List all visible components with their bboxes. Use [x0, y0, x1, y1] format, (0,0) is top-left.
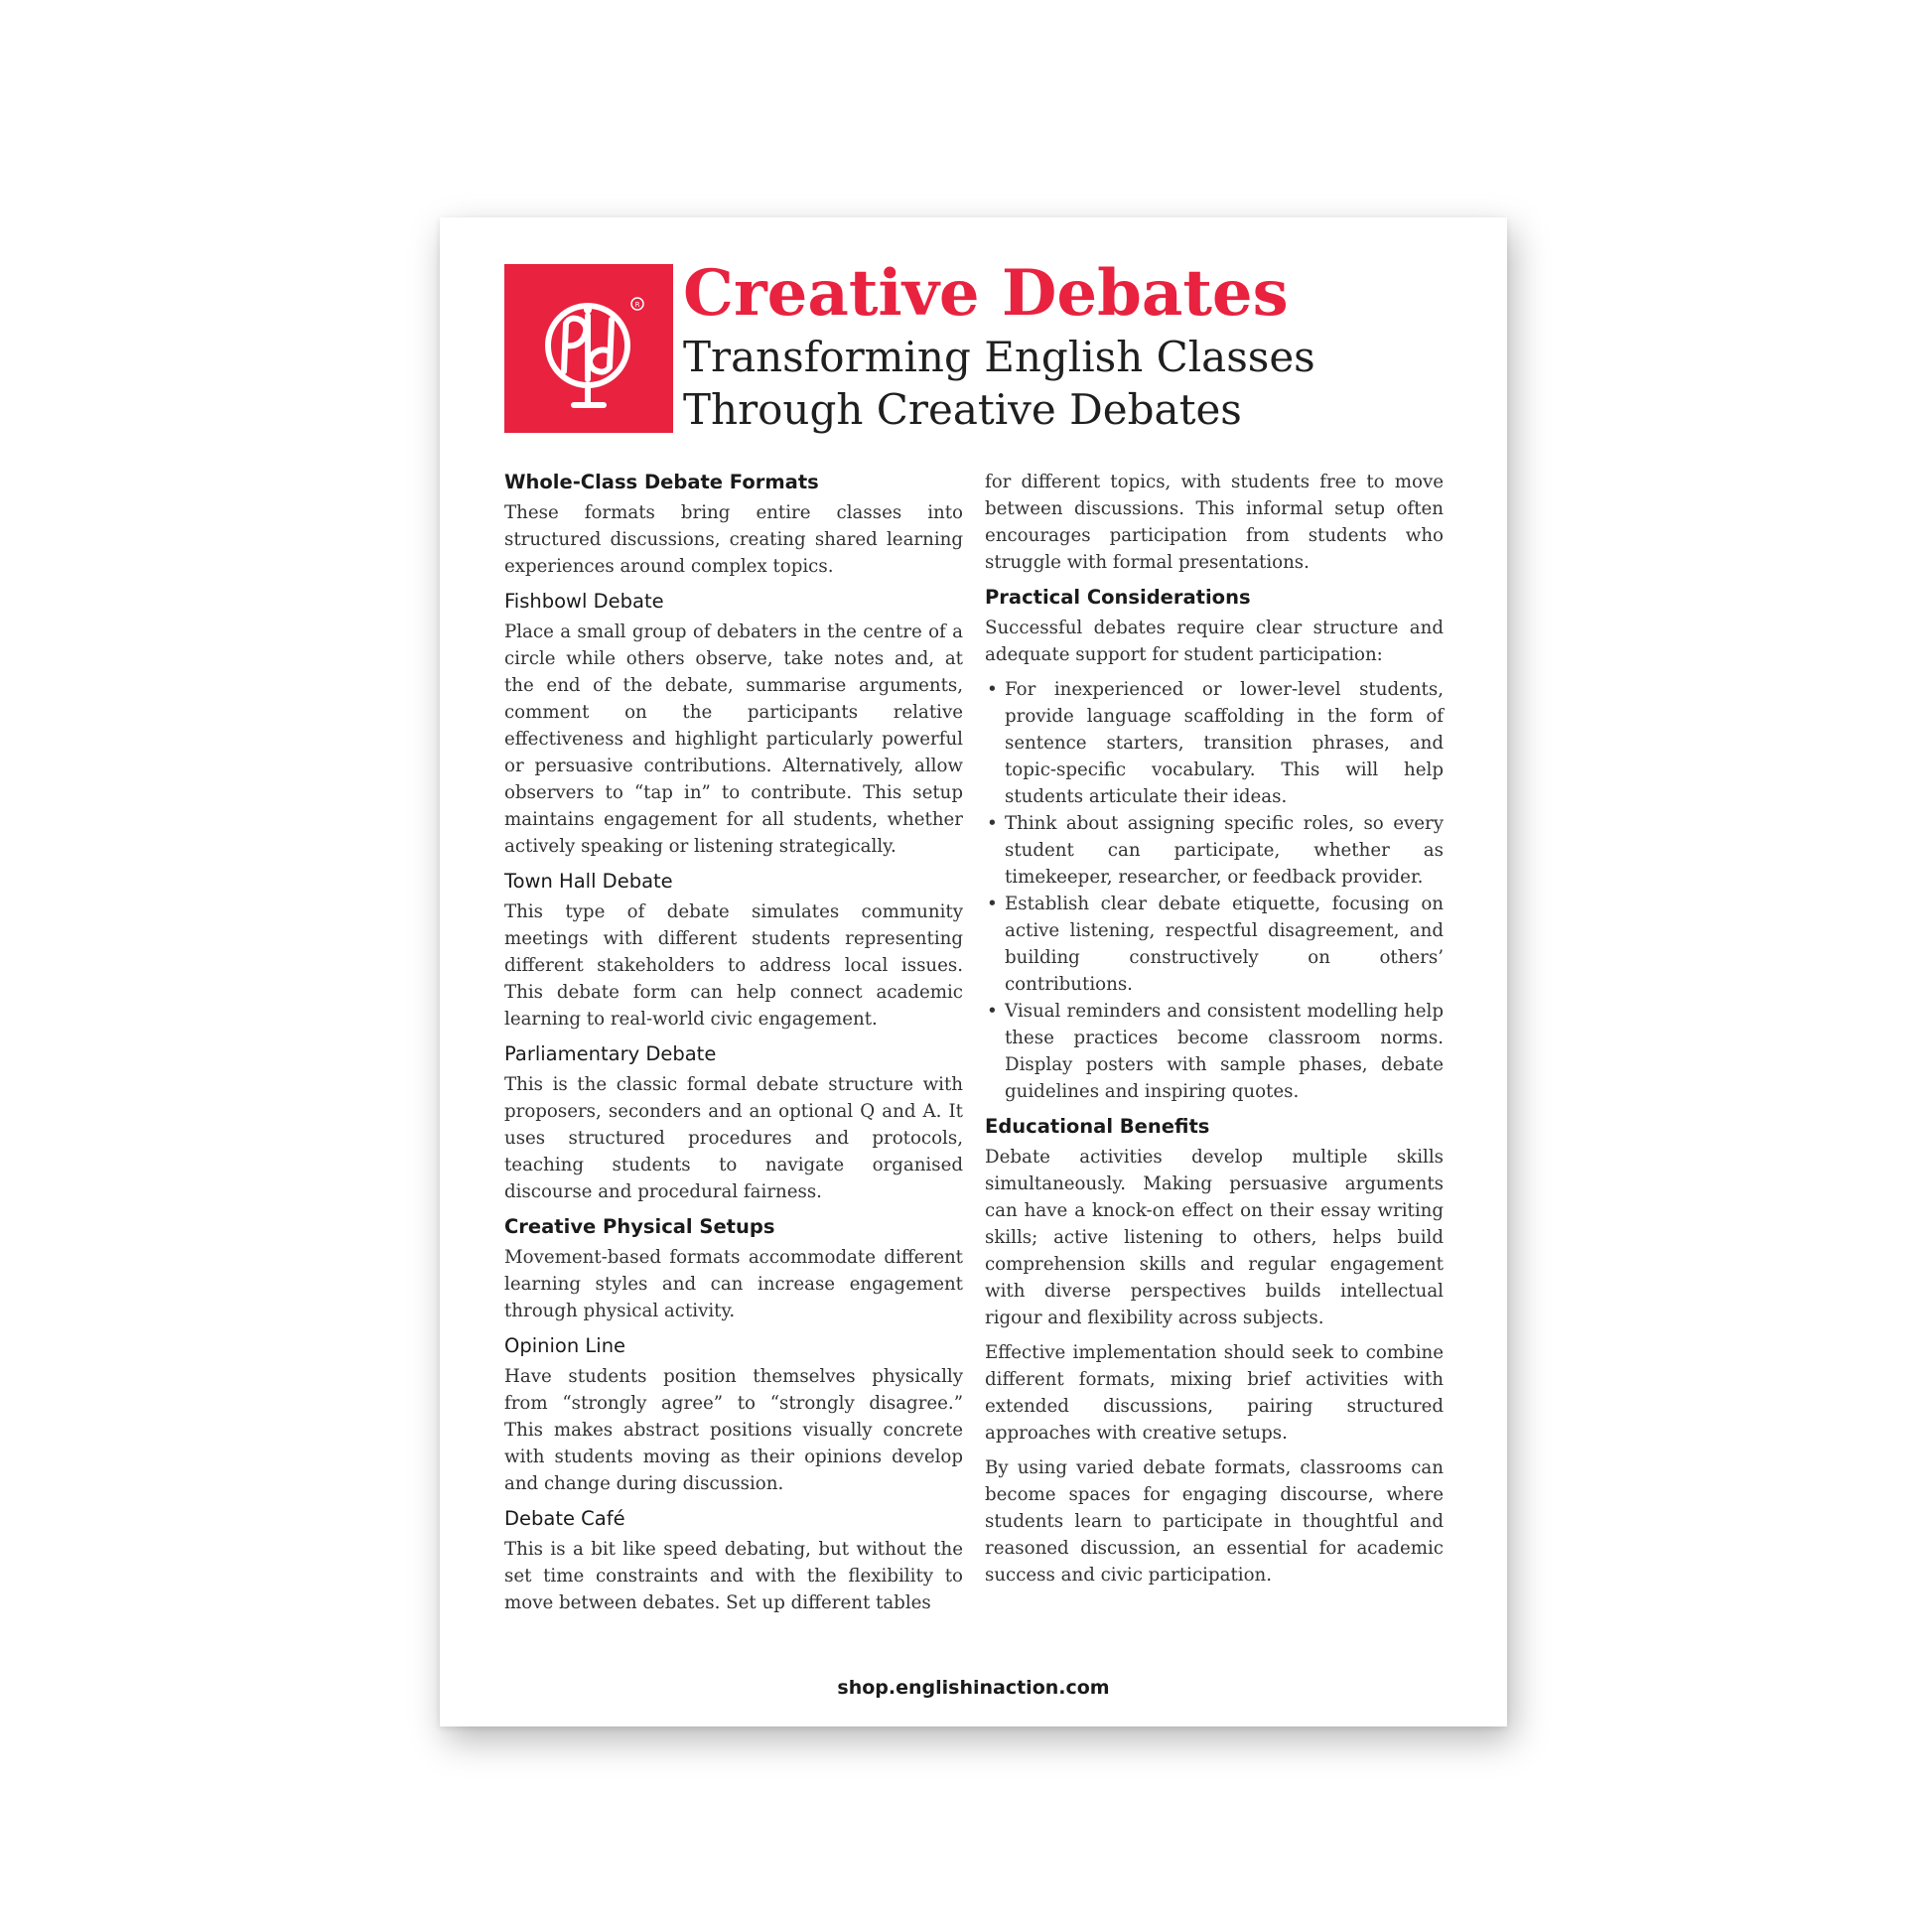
- paragraph-parliamentary: This is the classic formal debate structure with proposers, seconders and an optional Q and A. It uses structured procedures and protocols, teaching students to navigate organised discourse and procedural fairness.: [504, 1074, 963, 1202]
- bullet-icon: •: [987, 894, 998, 914]
- paragraph-town-hall: This type of debate simulates community meetings with different students representing different stakeholders to address local issues. This debate form can help connect academic learning to real-world civic engagement.: [504, 901, 963, 1030]
- paragraph-benefits-2: Effective implementation should seek to combine different formats, mixing brief activities with extended discussions, pairing structured approaches with creative setups.: [985, 1342, 1444, 1444]
- paragraph-whole-class-intro: These formats bring entire classes into structured discussions, creating shared learning experiences around complex topics.: [504, 502, 963, 577]
- page-subtitle: Transforming English Classes Through Creative Debates: [683, 333, 1315, 434]
- right-column: [985, 469, 1444, 1596]
- left-column: [504, 469, 963, 1624]
- svg-text:R: R: [634, 301, 640, 309]
- list-item: [985, 676, 1444, 810]
- footer-url: shop.englishinaction.com: [837, 1677, 1110, 1699]
- subheading-town-hall: Town Hall Debate: [504, 870, 673, 893]
- globe-logo-icon: [504, 264, 673, 433]
- section-heading-whole-class: Whole-Class Debate Formats: [504, 471, 819, 493]
- paragraph-benefits-3: By using varied debate formats, classrooms can become spaces for engaging discourse, where students learn to participate in thoughtful and reasoned discussion, an essential for academic success and civic participation.: [985, 1457, 1444, 1586]
- bullet-icon: •: [987, 813, 998, 834]
- brand-logo: [504, 264, 673, 433]
- paragraph-practical-intro: Successful debates require clear structure and adequate support for student participation:: [985, 618, 1444, 665]
- list-item: [985, 891, 1444, 998]
- subheading-fishbowl: Fishbowl Debate: [504, 590, 664, 613]
- subheading-opinion-line: Opinion Line: [504, 1334, 626, 1357]
- list-item: [985, 810, 1444, 891]
- bullet-icon: •: [987, 679, 998, 700]
- bullet-text: Think about assigning specific roles, so every student can participate, whether as timekeeper, researcher, or feedback provider.: [1005, 813, 1444, 888]
- bullet-text: Establish clear debate etiquette, focusing on active listening, respectful disagreement, and building constructively on others’ contributions.: [1005, 894, 1444, 995]
- list-item: [985, 998, 1444, 1105]
- paragraph-debate-cafe-continued: for different topics, with students free to move between discussions. This informal setup often encourages participation from students who struggle with formal presentations.: [985, 472, 1444, 573]
- subheading-debate-cafe: Debate Café: [504, 1507, 625, 1530]
- practical-bullet-list: [985, 676, 1444, 1105]
- bullet-icon: •: [987, 1001, 998, 1022]
- paragraph-physical-intro: Movement-based formats accommodate different learning styles and can increase engagement through physical activity.: [504, 1247, 963, 1321]
- section-heading-physical-setups: Creative Physical Setups: [504, 1215, 775, 1238]
- paragraph-benefits-1: Debate activities develop multiple skills simultaneously. Making persuasive arguments can have a knock-on effect on their essay writing skills; active listening to others, helps build comprehension skills and regular engagement with diverse perspectives builds intellectual rigour and flexibility across subjects.: [985, 1147, 1444, 1328]
- section-heading-practical: Practical Considerations: [985, 586, 1251, 609]
- handout-page: [440, 217, 1507, 1726]
- subheading-parliamentary: Parliamentary Debate: [504, 1042, 717, 1065]
- bullet-text: Visual reminders and consistent modelling help these practices become classroom norms. Display posters with sample phases, debate guidelines and inspiring quotes.: [1005, 1001, 1444, 1102]
- section-heading-benefits: Educational Benefits: [985, 1115, 1210, 1138]
- paragraph-debate-cafe: This is a bit like speed debating, but without the set time constraints and with the flexibility to move between debates. Set up different tables: [504, 1539, 963, 1613]
- paragraph-opinion-line: Have students position themselves physically from “strongly agree” to “strongly disagree.” This makes abstract positions visually concrete with students moving as their opinions develop and change during discussion.: [504, 1366, 963, 1494]
- paragraph-fishbowl: Place a small group of debaters in the centre of a circle while others observe, take notes and, at the end of the debate, summarise arguments, comment on the participants relative effectiveness and highlight particularly powerful or persuasive contributions. Alternatively, allow observers to “tap in” to contribute. This setup maintains engagement for all students, whether actively speaking or listening strategically.: [504, 621, 963, 857]
- page-title: Creative Debates: [683, 256, 1289, 331]
- bullet-text: For inexperienced or lower-level students, provide language scaffolding in the form of sentence starters, transition phrases, and topic-specific vocabulary. This will help students articulate their ideas.: [1005, 679, 1444, 807]
